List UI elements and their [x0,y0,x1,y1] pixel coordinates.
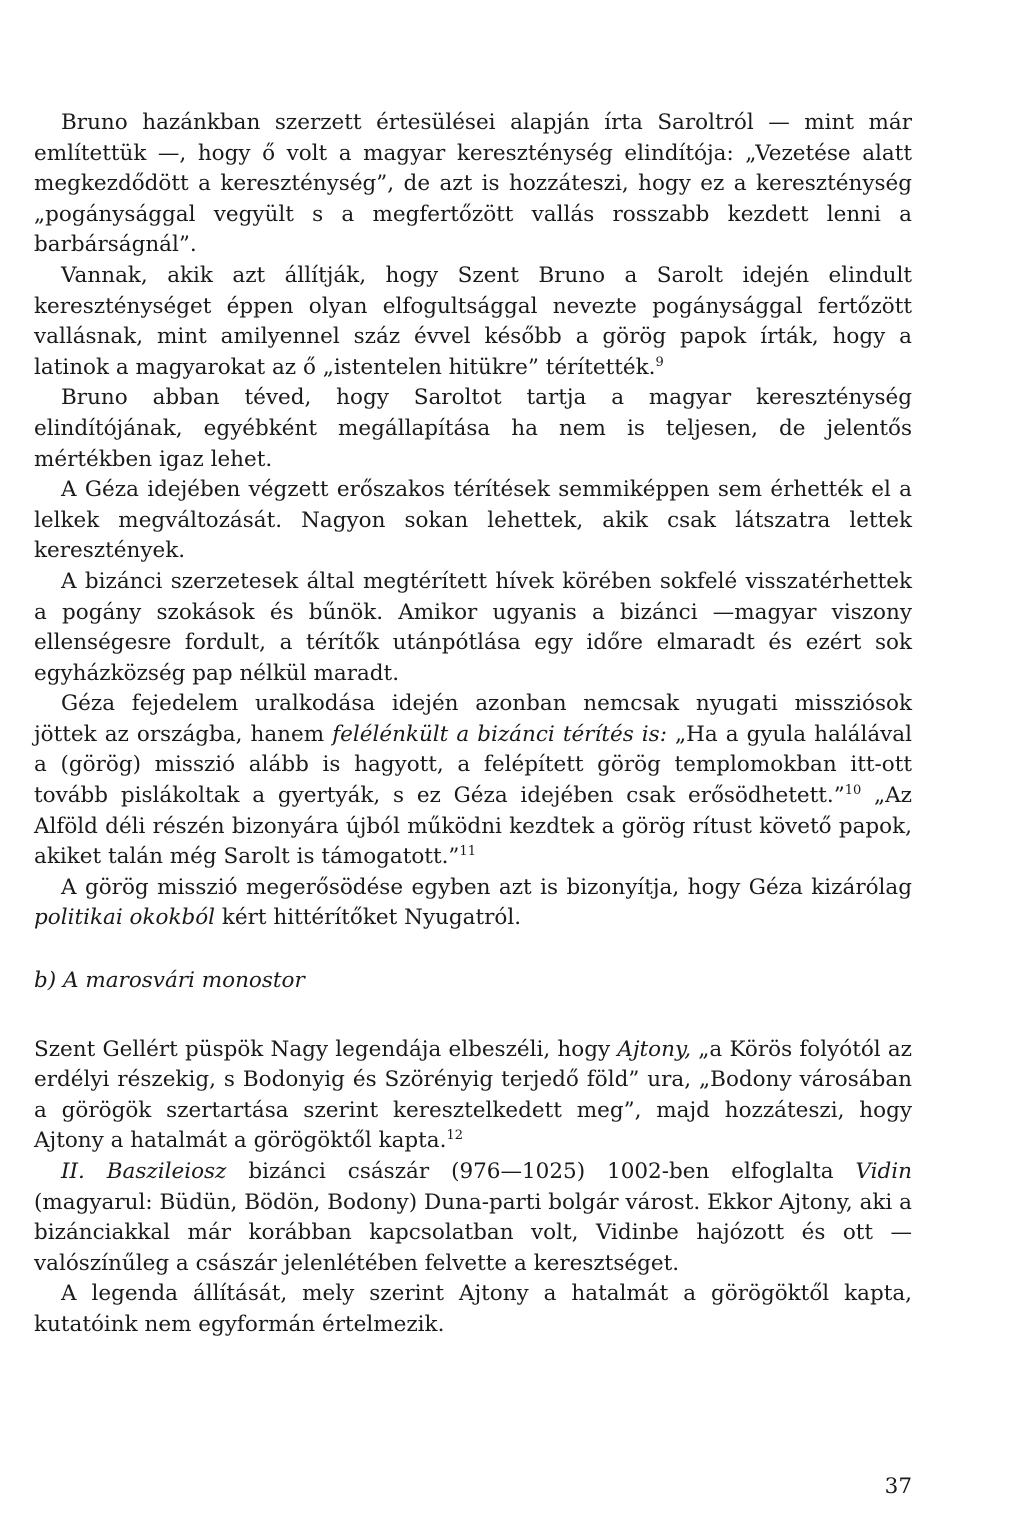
paragraph-legenda: A legenda állítását, mely szerint Ajtony a hatalmát a görögöktől kapta, kutatóink nem egyformán értelmezik. [34,1281,912,1337]
paragraph-text: bizánci császár (976—1025) 1002-ben elfoglalta [226,1159,856,1184]
paragraph-bizanci-szerzetesek: A bizánci szerzetesek által megtérített hívek körében sokfelé visszatérhettek a pogány szokások és bűnök. Amikor ugyanis a bizánci —magyar viszony ellenségesre fordult, a térítők utánpótlása egy időre elmaradt és ezért sok egyházközség pap nélkül maradt. [34,568,912,686]
paragraph-geza-teritesek: A Géza idejében végzett erőszakos térítések semmiképpen sem érhették el a lelkek megváltozását. Nagyon sokan lehettek, akik csak látszatra lettek keresztények. [34,477,912,564]
paragraph-bruno-account: Bruno hazánkban szerzett értesülései alapján írta Saroltról — mint már említettük —, hogy ő volt a magyar kereszténység elindítója: „Vezetése alatt megkezdődött a kereszténység”, de azt is hozzáteszi, hogy ez a kereszténység „pogánysággal vegyült s a megfertőzött vallás rosszabb kezdett lenni a barbárságnál”. [34,110,912,258]
section-heading: b) A marosvári monostor [34,968,305,994]
paragraph-text: Vannak, akik azt állítják, hogy Szent Bruno a Sarolt idején elindult kereszténységet éppen olyan elfogultsággal nevezte pogánysággal fertőzött vallásnak, mint amilyennel száz évvel később a görög papok írták, hogy a latinok a magyarokat az ő „istentelen hitükre” térítették. [34,262,912,380]
paragraph-vannak [34,261,912,383]
paragraph-text: Szent Gellért püspök Nagy legendája elbeszéli, hogy [34,1036,618,1062]
paragraph-text: Géza fejedelem uralkodása idején azonban nemcsak nyugati missziósok jöttek az országba, hanem [34,691,912,747]
paragraph-geza-fejedelem [34,689,912,873]
page-number: 37 [884,1474,912,1499]
paragraph-bruno-teved: Bruno abban téved, hogy Saroltot tartja a magyar kereszténység elindítójának, egyébként megállapítása ha nem is teljesen, de jelentős mértékben igaz lehet. [34,385,912,472]
italic-emphasis: II. Baszileiosz [61,1159,227,1184]
paragraph-text: „a Körös folyótól az erdélyi részekig, s Bodonyig és Szörényig terjedő föld” ura, „Bodony városában a görögök szertartása szerint keresztelkedett meg”, majd hozzáteszi, hogy Ajtony a hatalmát a görögöktől kapta. [34,1036,913,1154]
footnote-ref: 9 [655,354,664,370]
paragraph-text: A görög misszió megerősödése egyben azt is bizonyítja, hogy Géza kizárólag [61,874,912,900]
italic-emphasis: Vidin [855,1159,912,1184]
paragraph-baszileiosz [34,1157,912,1279]
page-body [34,108,912,1341]
footnote-ref: 12 [446,1128,463,1144]
footnote-ref: 11 [459,844,476,860]
paragraph-text: (magyarul: Büdün, Bödön, Bodony) Duna-parti bolgár várost. Ekkor Ajtony, aki a bizánciakkal már korábban kapcsolatban volt, Vidinbe hajózott és ott — valószínűleg a császár jelenlétében felvette a keresztséget. [34,1189,912,1276]
quote-text: „Az Alföld déli részén bizonyára újból működni kezdtek a görög rítust követő papok, akiket talán még Sarolt is támogatott.” [34,783,913,870]
italic-emphasis: felélénkült a bizánci térítés is: [332,721,667,747]
paragraph-gorog-misszio [34,873,912,934]
paragraph-szent-gellert [34,1035,912,1157]
italic-emphasis: Ajtony, [617,1036,692,1062]
italic-emphasis: politikai okokból [34,905,216,931]
footnote-ref: 10 [844,782,862,798]
quote-text: „Ha a gyula halálával a (görög) misszió alább is hagyott, a felépített görög templomokban itt-ott tovább pislákoltak a gyertyák, s ez Géza idejében csak erősödhetett.” [34,721,912,809]
paragraph-text: kért hittérítőket Nyugatról. [215,905,522,931]
